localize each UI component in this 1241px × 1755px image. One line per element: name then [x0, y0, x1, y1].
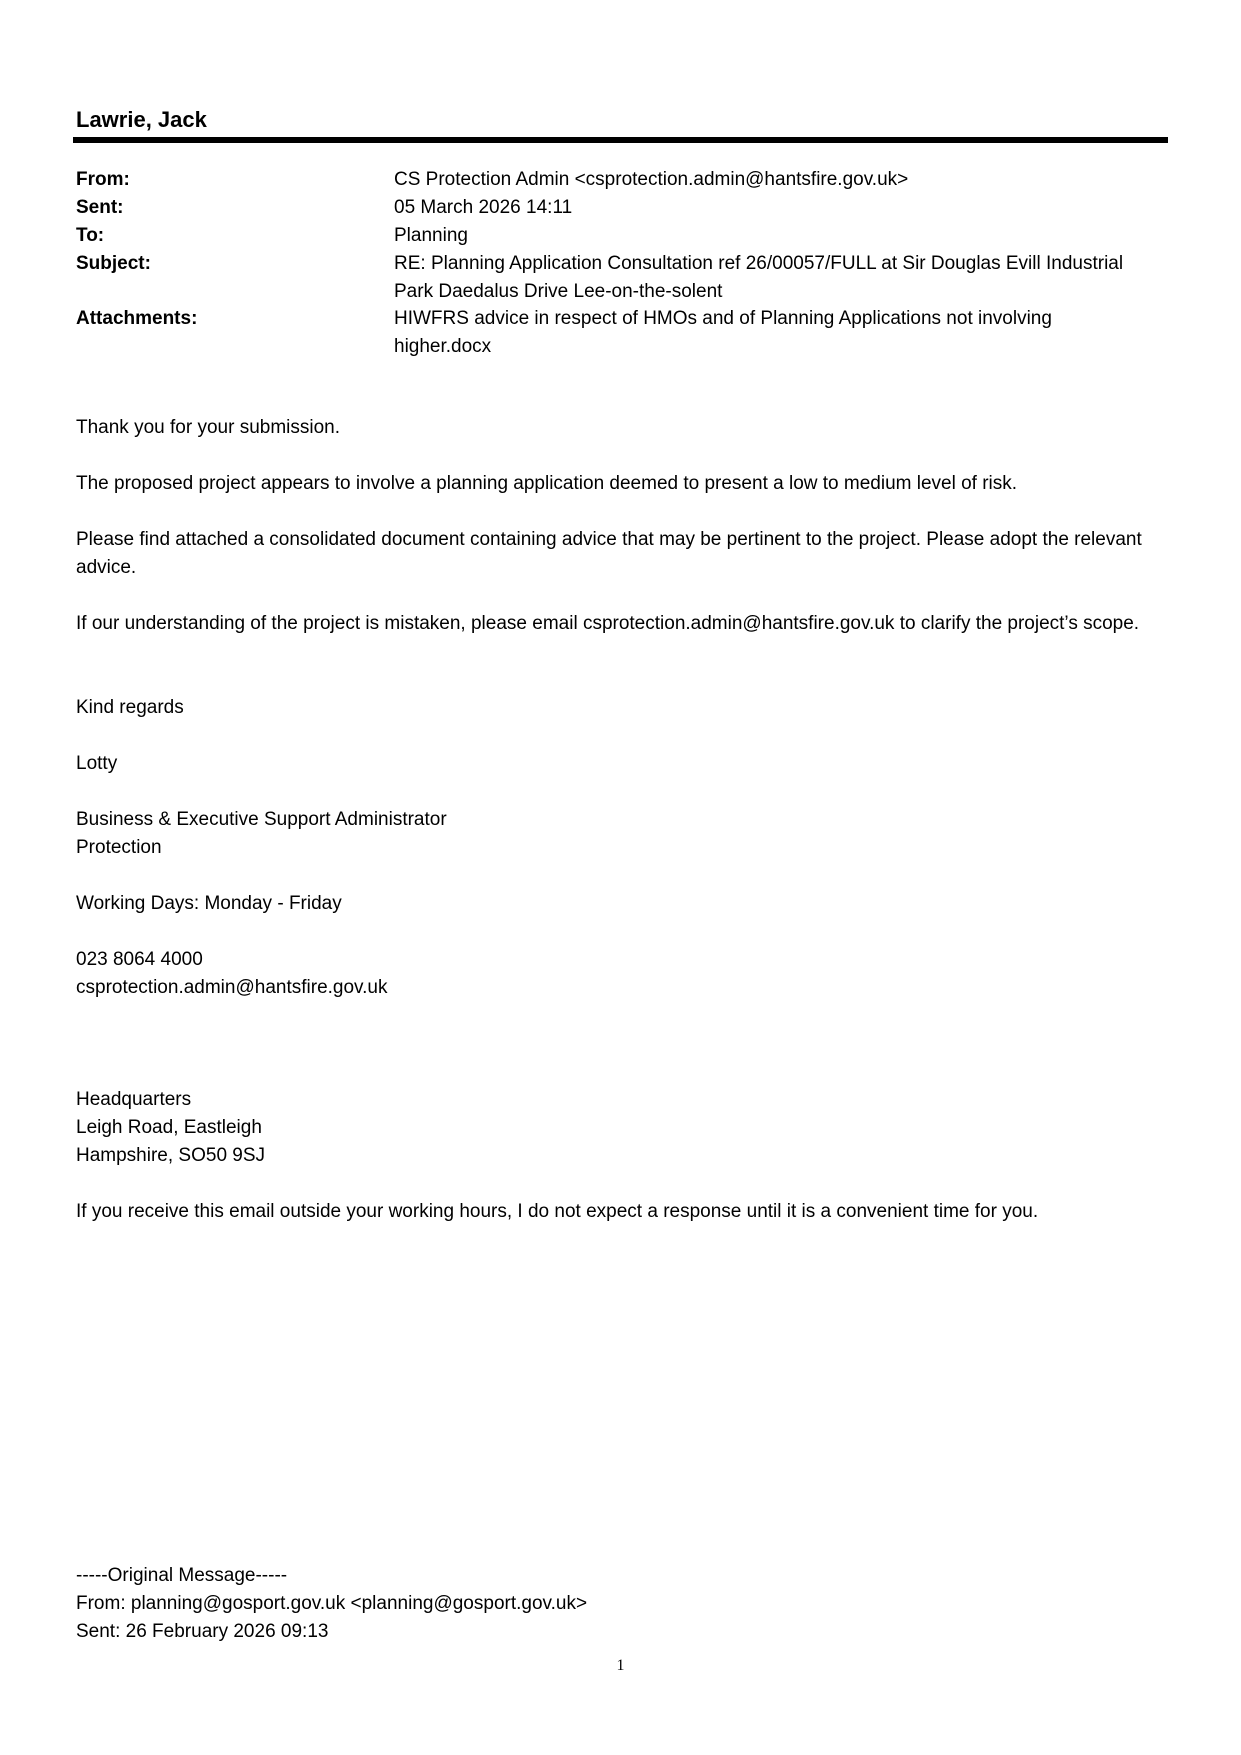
working-days: Working Days: Monday - Friday: [76, 893, 342, 914]
address-line-3: Hampshire, SO50 9SJ: [76, 1145, 266, 1166]
role-team: Protection: [76, 837, 162, 858]
to-label: To:: [76, 225, 105, 246]
original-message-marker: -----Original Message-----: [76, 1565, 288, 1586]
from-value: CS Protection Admin <csprotection.admin@hantsfire.gov.uk>: [394, 169, 909, 190]
sent-label: Sent:: [76, 197, 124, 218]
page-number: 1: [616, 1657, 625, 1674]
header-divider: [73, 137, 1168, 143]
address-line-2: Leigh Road, Eastleigh: [76, 1117, 262, 1138]
attachments-label: Attachments:: [76, 308, 198, 329]
original-sent: Sent: 26 February 2026 09:13: [76, 1621, 329, 1642]
risk-paragraph: The proposed project appears to involve a planning application deemed to present a low to medium level of risk.: [76, 473, 1018, 494]
subject-label: Subject:: [76, 253, 151, 274]
clarify-paragraph: If our understanding of the project is mistaken, please email csprotection.admin@hantsfire.gov.uk to clarify the project’s scope.: [76, 613, 1140, 634]
attachments-value: HIWFRS advice in respect of HMOs and of Planning Applications not involving higher.docx: [394, 308, 1052, 357]
hours-note: If you receive this email outside your working hours, I do not expect a response until it is a convenient time for you.: [76, 1201, 1039, 1222]
thanks-paragraph: Thank you for your submission.: [76, 417, 341, 438]
original-from: From: planning@gosport.gov.uk <planning@gosport.gov.uk>: [76, 1593, 588, 1614]
role-title: Business & Executive Support Administrator: [76, 809, 447, 830]
sender-name: Lotty: [76, 753, 118, 774]
signature-email: csprotection.admin@hantsfire.gov.uk: [76, 977, 388, 998]
sent-value: 05 March 2026 14:11: [394, 197, 573, 218]
subject-value: RE: Planning Application Consultation ref 26/00057/FULL at Sir Douglas Evill Industrial Park Daedalus Drive Lee-on-the-solent: [394, 253, 1124, 302]
page-owner-name: Lawrie, Jack: [76, 107, 207, 132]
from-label: From:: [76, 169, 130, 190]
advice-paragraph: Please find attached a consolidated document containing advice that may be pertinent to the project. Please adopt the relevant advice.: [76, 529, 1142, 578]
to-value: Planning: [394, 225, 468, 246]
phone-number: 023 8064 4000: [76, 949, 203, 970]
regards-line: Kind regards: [76, 697, 184, 718]
address-line-1: Headquarters: [76, 1089, 192, 1110]
